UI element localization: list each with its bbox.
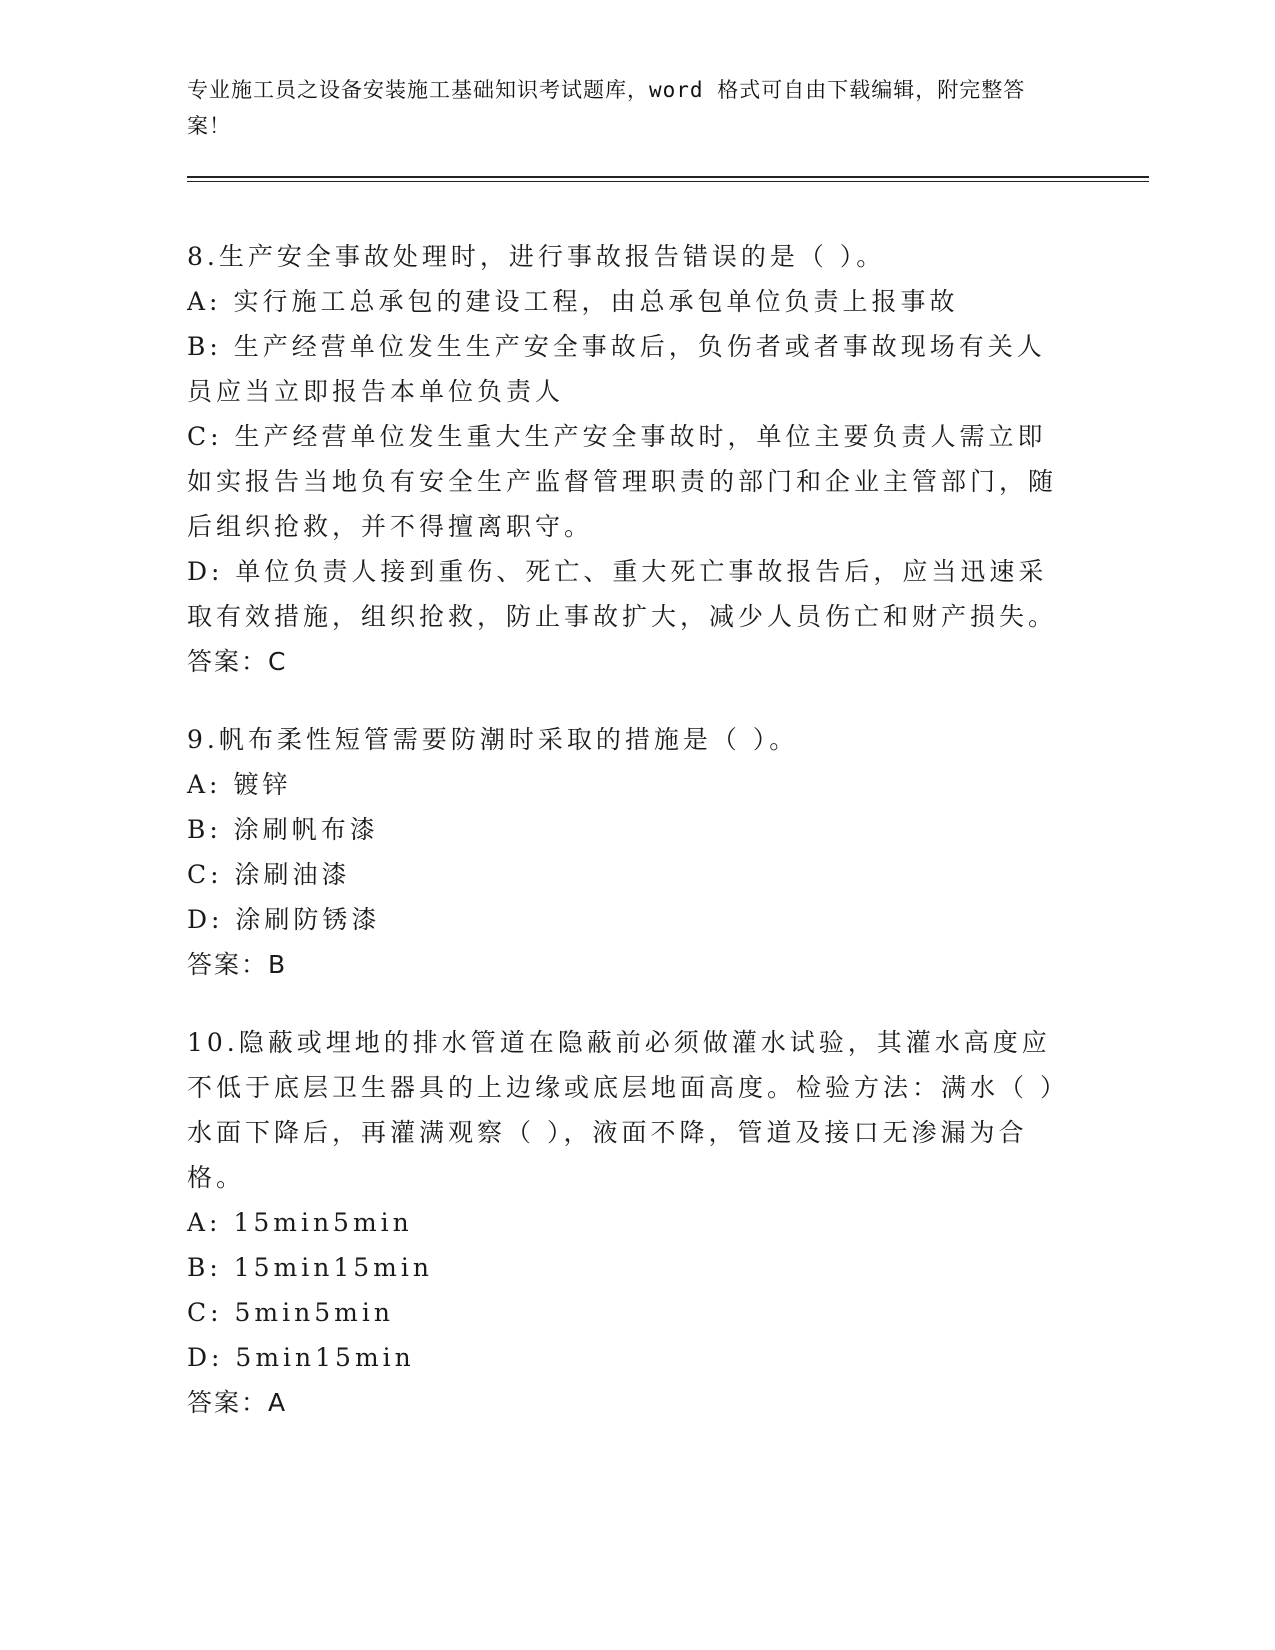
option-c — [187, 1290, 1067, 1335]
question-stem: 9.帆布柔性短管需要防潮时采取的措施是（ ）。 — [187, 725, 799, 754]
question-stem: 8.生产安全事故处理时，进行事故报告错误的是（ ）。 — [187, 242, 886, 271]
option-b — [187, 1245, 1067, 1290]
option-letter: C: — [187, 860, 223, 889]
question-10 — [187, 1020, 1067, 1425]
option-letter: A: — [187, 1208, 222, 1237]
question-list — [187, 234, 1067, 1458]
header-divider-thin — [187, 181, 1149, 182]
option-text: 镀锌 — [233, 770, 292, 799]
option-letter: B: — [187, 1253, 222, 1282]
option-letter: D: — [187, 905, 224, 934]
question-stem: 10.隐蔽或埋地的排水管道在隐蔽前必须做灌水试验，其灌水高度应不低于底层卫生器具的上边缘或底层地面高度。检验方法：满水（ ）水面下降后，再灌满观察（ ），液面不降，管道及接口无渗漏为合格。 — [187, 1028, 1057, 1192]
option-b — [187, 324, 1067, 414]
option-text: 15min5min — [233, 1208, 413, 1237]
option-d — [187, 897, 1067, 942]
header-divider-thick — [187, 176, 1149, 178]
option-letter: C: — [187, 1298, 223, 1327]
document-header-intro: 专业施工员之设备安装施工基础知识考试题库，word 格式可自由下载编辑，附完整答案！ — [187, 78, 1026, 138]
option-text: 5min15min — [235, 1343, 415, 1372]
option-letter: D: — [187, 1343, 224, 1372]
option-text: 5min5min — [234, 1298, 394, 1327]
option-text: 15min15min — [233, 1253, 433, 1282]
option-a — [187, 1200, 1067, 1245]
option-c — [187, 414, 1067, 549]
option-d — [187, 1335, 1067, 1380]
question-9 — [187, 717, 1067, 987]
option-text: 涂刷帆布漆 — [233, 815, 379, 844]
option-letter: D: — [187, 557, 224, 586]
option-text: 单位负责人接到重伤、死亡、重大死亡事故报告后，应当迅速采取有效措施，组织抢救，防止事故扩大，减少人员伤亡和财产损失。 — [187, 557, 1058, 631]
option-text: 涂刷防锈漆 — [235, 905, 381, 934]
option-letter: B: — [187, 815, 222, 844]
option-text: 生产经营单位发生重大生产安全事故时，单位主要负责人需立即如实报告当地负有安全生产监督管理职责的部门和企业主管部门，随后组织抢救，并不得擅离职守。 — [187, 422, 1058, 541]
option-letter: C: — [187, 422, 223, 451]
option-b — [187, 807, 1067, 852]
option-a — [187, 279, 1067, 324]
question-8 — [187, 234, 1067, 684]
option-text: 生产经营单位发生生产安全事故后，负伤者或者事故现场有关人员应当立即报告本单位负责人 — [187, 332, 1046, 406]
option-letter: B: — [187, 332, 222, 361]
answer-line: 答案：B — [187, 950, 288, 979]
option-letter: A: — [187, 287, 222, 316]
option-d — [187, 549, 1067, 639]
option-text: 涂刷油漆 — [234, 860, 351, 889]
answer-line: 答案：C — [187, 647, 288, 676]
option-text: 实行施工总承包的建设工程，由总承包单位负责上报事故 — [233, 287, 959, 316]
option-a — [187, 762, 1067, 807]
option-letter: A: — [187, 770, 222, 799]
option-c — [187, 852, 1067, 897]
answer-line: 答案：A — [187, 1388, 288, 1417]
